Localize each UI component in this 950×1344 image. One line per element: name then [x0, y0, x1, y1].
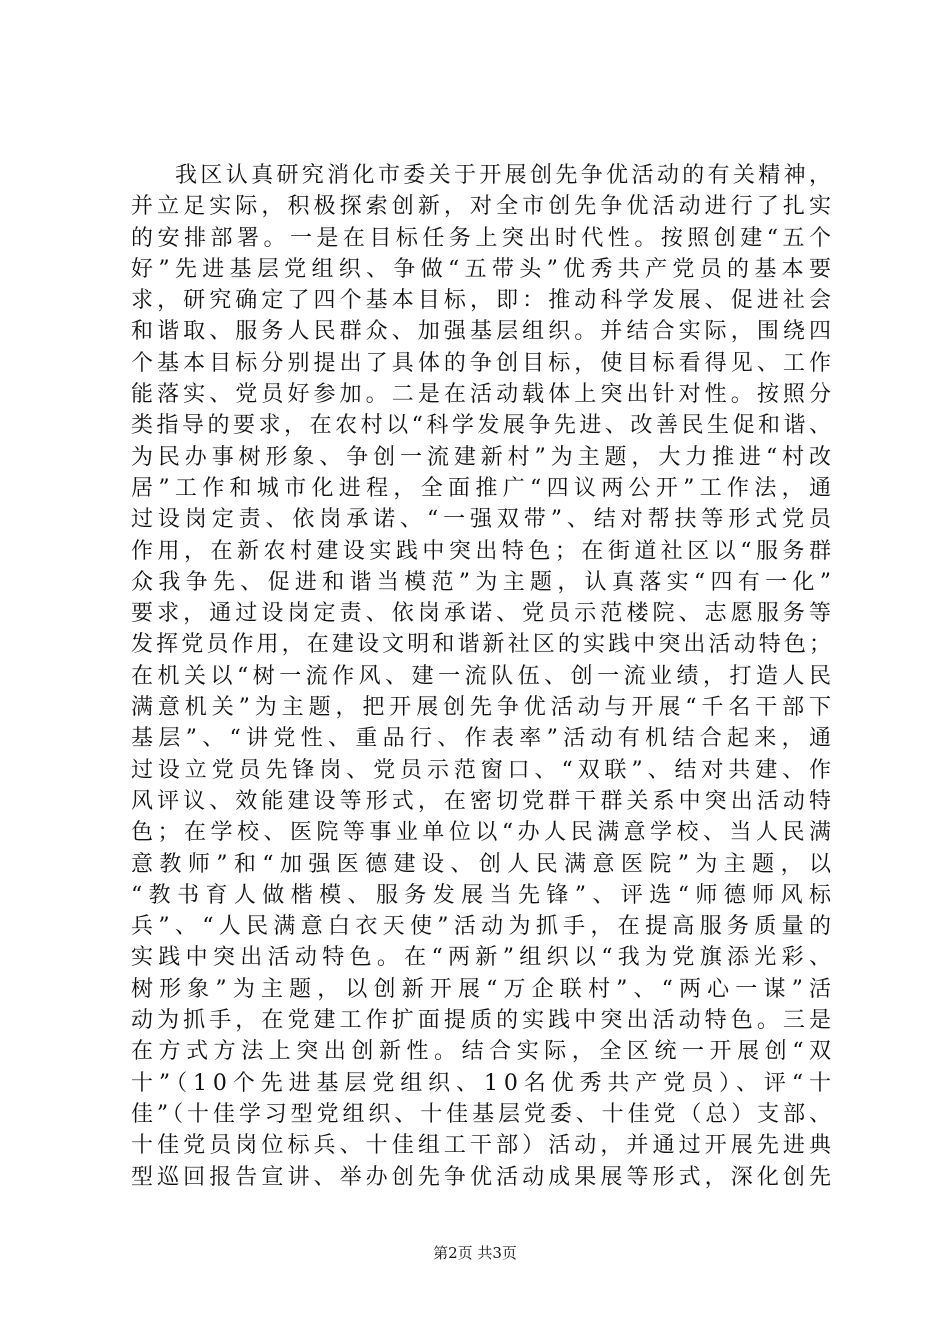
text-line: “教书育人做楷模、服务发展当先锋”、评选“师德师风标 [131, 882, 838, 908]
text-line: 过设立党员先锋岗、党员示范窗口、“双联”、结对共建、作 [131, 757, 836, 783]
text-line: 在方式方法上突出创新性。结合实际，全区统一开展创“双 [131, 1039, 837, 1065]
text-line: 能落实、党员好参加。二是在活动载体上突出针对性。按照分 [131, 382, 836, 408]
text-line: 实践中突出活动特色。在“两新”组织以“我为党旗添光彩、 [131, 945, 837, 971]
text-line: 树形象”为主题，以创新开展“万企联村”、“两心一谋”活 [131, 976, 838, 1002]
text-line: 我区认真研究消化市委关于开展创先争优活动的有关精神， [175, 163, 835, 188]
text-line: 基层”、“讲党性、重品行、作表率”活动有机结合起来，通 [131, 726, 837, 752]
text-line: 兵”、“人民满意白衣天使”活动为抓手，在提高服务质量的 [131, 914, 837, 940]
text-line: 和谐取、服务人民群众、加强基层组织。并结合实际，围绕四 [131, 319, 836, 345]
text-line: 意教师”和“加强医德建设、创人民满意医院”为主题，以 [131, 851, 838, 877]
text-line: 过设岗定责、依岗承诺、“一强双带”、结对帮扶等形式党员 [131, 507, 836, 533]
text-line: 的安排部署。一是在目标任务上突出时代性。按照创建“五个 [131, 225, 836, 251]
text-line: 好”先进基层党组织、争做“五带头”优秀共产党员的基本要 [131, 256, 837, 282]
text-line: 在机关以“树一流作风、建一流队伍、创一流业绩，打造人民 [131, 663, 836, 689]
text-line: 类指导的要求，在农村以“科学发展争先进、改善民生促和谐、 [131, 413, 835, 439]
body-paragraph [131, 160, 838, 1193]
text-line: 为民办事树形象、争创一流建新村”为主题，大力推进“村改 [131, 444, 836, 470]
text-line: 十”（10个先进基层党组织、10名优秀共产党员）、评“十 [131, 1070, 837, 1096]
text-line: 要求，通过设岗定责、依岗承诺、党员示范楼院、志愿服务等 [131, 601, 836, 627]
text-line: 并立足实际，积极探索创新，对全市创先争优活动进行了扎实 [131, 194, 836, 220]
text-line: 满意机关”为主题，把开展创先争优活动与开展“千名干部下 [131, 695, 836, 721]
text-line: 个基本目标分别提出了具体的争创目标，使目标看得见、工作 [131, 350, 836, 376]
page-footer: 第2页 共3页 [433, 1244, 517, 1262]
text-line: 众我争先、促进和谐当模范”为主题，认真落实“四有一化” [131, 569, 837, 595]
text-line: 求，研究确定了四个基本目标，即：推动科学发展、促进社会 [131, 288, 836, 314]
text-line: 居”工作和城市化进程，全面推广“四议两公开”工作法，通 [131, 475, 837, 501]
text-line: 动为抓手，在党建工作扩面提质的实践中突出活动特色。三是 [131, 1008, 836, 1034]
text-line: 风评议、效能建设等形式，在密切党群干群关系中突出活动特 [131, 788, 836, 814]
text-line: 色；在学校、医院等事业单位以“办人民满意学校、当人民满 [131, 820, 836, 846]
text-line: 作用，在新农村建设实践中突出特色；在街道社区以“服务群 [131, 538, 836, 564]
text-line: 型巡回报告宣讲、举办创先争优活动成果展等形式，深化创先 [131, 1164, 836, 1190]
text-line: 佳”（十佳学习型党组织、十佳基层党委、十佳党（总）支部、 [131, 1101, 835, 1127]
text-line: 发挥党员作用，在建设文明和谐新社区的实践中突出活动特色； [131, 632, 835, 658]
text-line: 十佳党员岗位标兵、十佳组工干部）活动，并通过开展先进典 [131, 1133, 836, 1159]
